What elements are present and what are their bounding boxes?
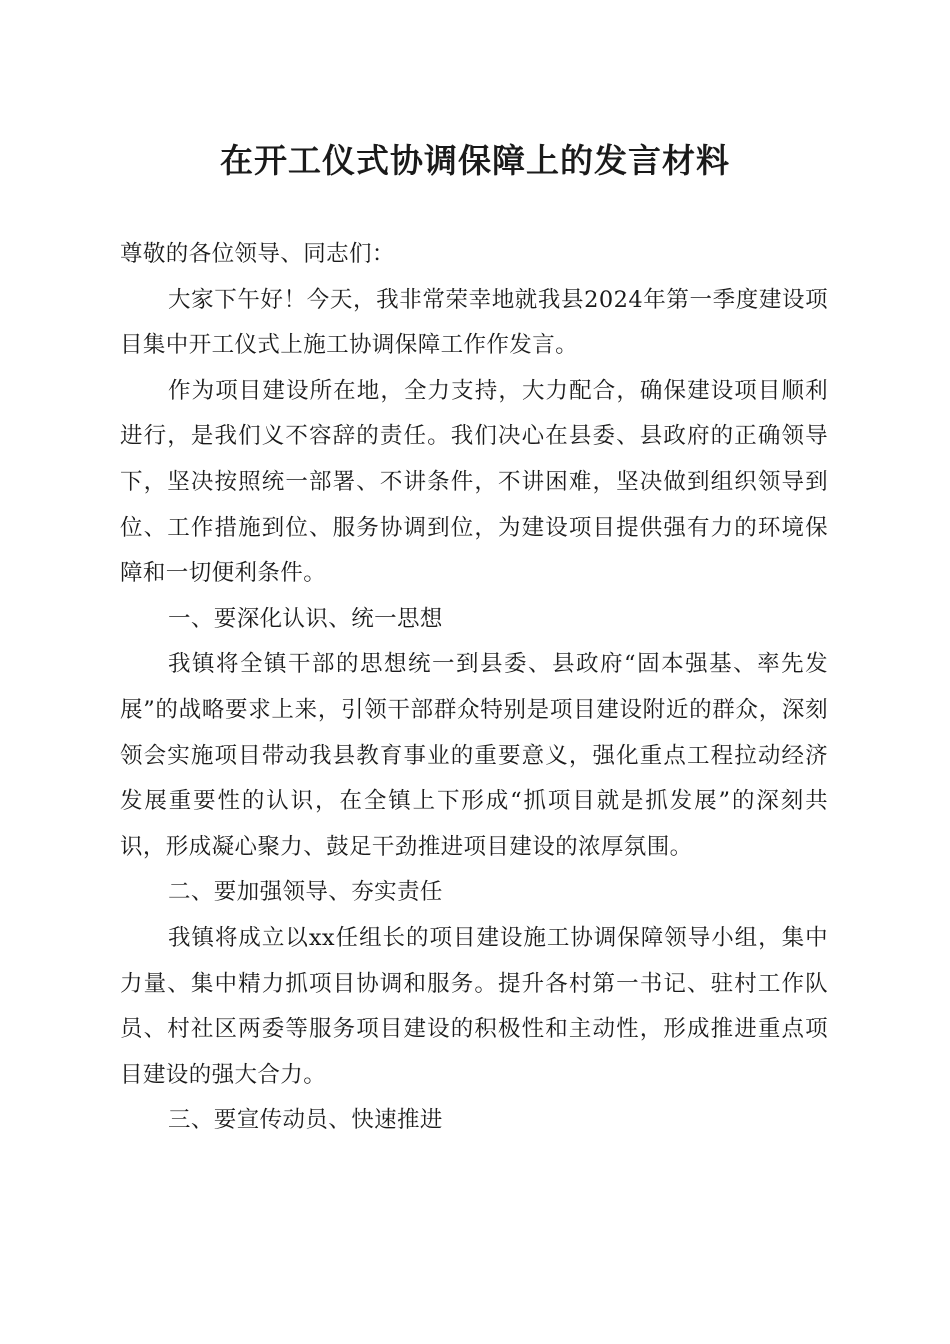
section-heading-3: 三、要宣传动员、快速推进 bbox=[168, 1107, 443, 1134]
document-body bbox=[120, 232, 828, 1144]
section-heading-1: 一、要深化认识、统一思想 bbox=[168, 605, 443, 632]
document-title: 在开工仪式协调保障上的发言材料 bbox=[220, 141, 730, 180]
salutation: 尊敬的各位领导、同志们： bbox=[120, 241, 395, 267]
section-heading-2: 二、要加强领导、夯实责任 bbox=[168, 879, 443, 906]
section-text-1: 我镇将全镇干部的思想统一到县委、县政府“固本强基、率先发展”的战略要求上来，引领干部群众特别是项目建设附近的群众，深刻领会实施项目带动我县教育事业的重要意义，强化重点工程拉动经济发展重要性的认识，在全镇上下形成“抓项目就是抓发展”的深刻共识，形成凝心聚力、鼓足干劲推进项目建设的浓厚氛围。 bbox=[120, 651, 828, 860]
paragraph-greeting: 大家下午好！今天，我非常荣幸地就我县2024年第一季度建设项目集中开工仪式上施工协调保障工作作发言。 bbox=[120, 286, 828, 359]
section-text-2: 我镇将成立以xx任组长的项目建设施工协调保障领导小组，集中力量、集中精力抓项目协调和服务。提升各村第一书记、驻村工作队员、村社区两委等服务项目建设的积极性和主动性，形成推进重点项目建设的强大合力。 bbox=[120, 924, 828, 1088]
paragraph-commitment: 作为项目建设所在地，全力支持，大力配合，确保建设项目顺利进行，是我们义不容辞的责任。我们决心在县委、县政府的正确领导下，坚决按照统一部署、不讲条件，不讲困难，坚决做到组织领导到位、工作措施到位、服务协调到位，为建设项目提供强有力的环境保障和一切便利条件。 bbox=[120, 377, 828, 587]
